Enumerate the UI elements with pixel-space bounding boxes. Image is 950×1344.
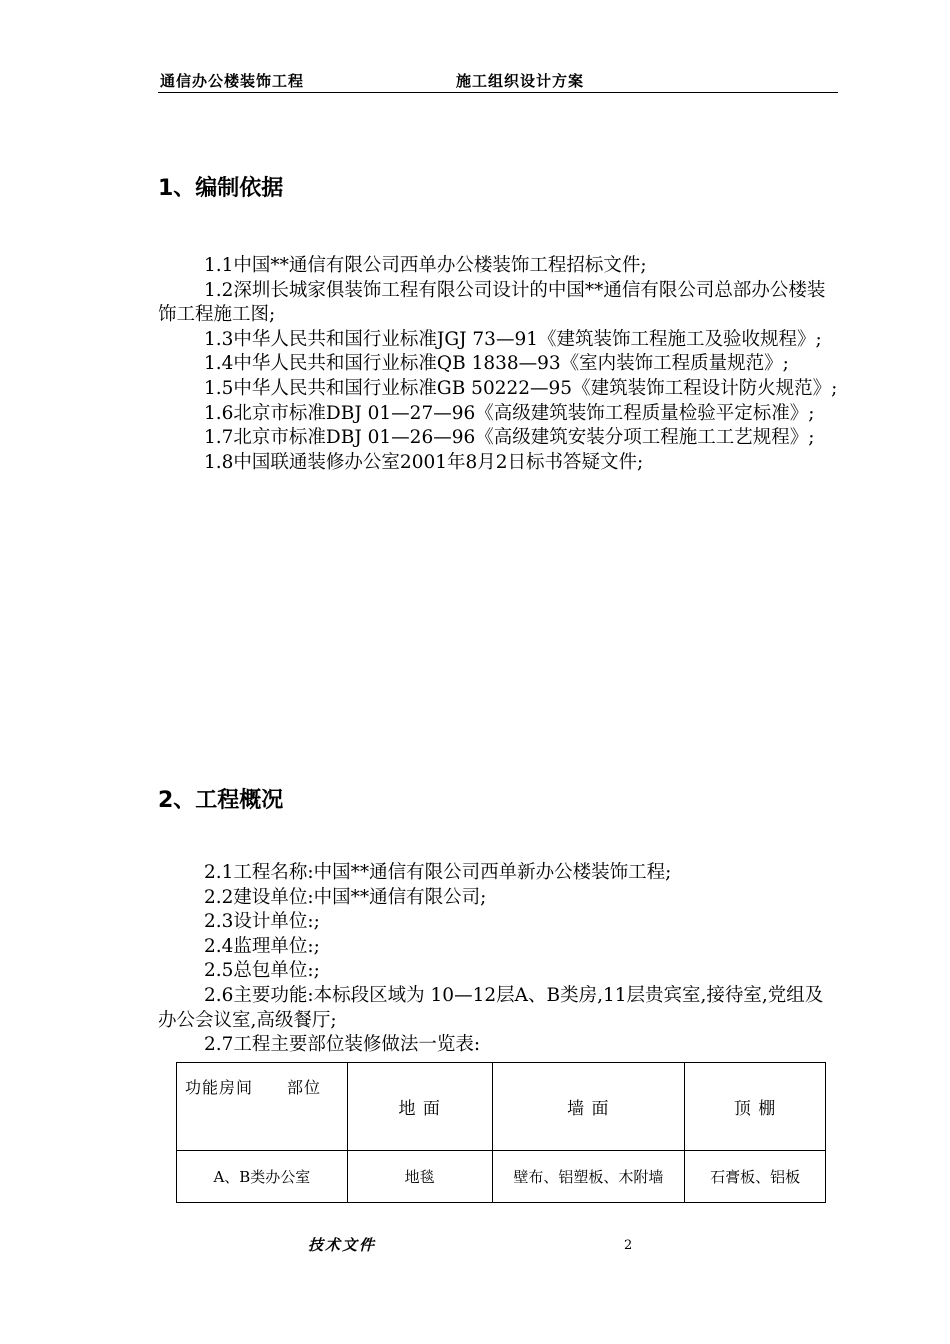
page-header	[158, 70, 838, 93]
list-item: 2.1工程名称:中国**通信有限公司西单新办公楼装饰工程;	[204, 862, 672, 883]
list-item: 1.4中华人民共和国行业标准QB 1838—93《室内装饰工程质量规范》;	[204, 353, 789, 375]
finish-schedule-table	[176, 1062, 826, 1203]
header-doc-title: 施工组织设计方案	[456, 72, 585, 90]
list-item: 2.5总包单位:;	[204, 960, 320, 982]
table-row	[177, 1151, 826, 1203]
header-project-title: 通信办公楼装饰工程	[160, 72, 305, 90]
section-2-list	[158, 861, 838, 1058]
list-item: 1.8中国联通装修办公室2001年8月2日标书答疑文件;	[204, 451, 644, 473]
section-1-title: 1、编制依据	[158, 176, 284, 201]
table-header-ceiling: 顶 棚	[685, 1063, 826, 1151]
list-item: 2.6主要功能:本标段区域为 10—12层A、B类房,11层贵宾室,接待室,党组及办公会议室,高级餐厅;	[158, 984, 824, 1031]
table-cell-floor: 地毯	[347, 1151, 492, 1203]
page-number: 2	[624, 1238, 633, 1253]
list-item: 1.2深圳长城家俱装饰工程有限公司设计的中国**通信有限公司总部办公楼装饰工程施工图;	[158, 279, 826, 326]
table-corner-header: 功能房间 部位	[177, 1063, 348, 1151]
list-item: 2.3设计单位:;	[204, 911, 320, 933]
list-item: 1.7北京市标准DBJ 01—26—96《高级建筑安装分项工程施工工艺规程》;	[204, 427, 815, 449]
footer-label: 技术文件	[308, 1236, 377, 1254]
section-1-list	[158, 254, 838, 475]
list-item: 1.5中华人民共和国行业标准GB 50222—95《建筑装饰工程设计防火规范》;	[204, 377, 838, 399]
section-2-title: 2、工程概况	[158, 788, 284, 813]
table-header-wall: 墙 面	[492, 1063, 685, 1151]
list-item: 2.7工程主要部位装修做法一览表:	[204, 1034, 481, 1056]
table-header-row	[177, 1063, 826, 1151]
list-item: 1.1中国**通信有限公司西单办公楼装饰工程招标文件;	[204, 255, 647, 276]
table-header-floor: 地 面	[347, 1063, 492, 1151]
table-cell-ceiling: 石膏板、铝板	[685, 1151, 826, 1203]
table-cell-wall: 壁布、铝塑板、木附墙	[492, 1151, 685, 1203]
list-item: 1.6北京市标准DBJ 01—27—96《高级建筑装饰工程质量检验平定标准》;	[204, 402, 815, 424]
list-item: 2.4监理单位:;	[204, 935, 320, 957]
list-item: 2.2建设单位:中国**通信有限公司;	[204, 886, 487, 908]
table-cell-room: A、B类办公室	[177, 1151, 348, 1203]
list-item: 1.3中华人民共和国行业标准JGJ 73—91《建筑装饰工程施工及验收规程》;	[204, 328, 822, 350]
